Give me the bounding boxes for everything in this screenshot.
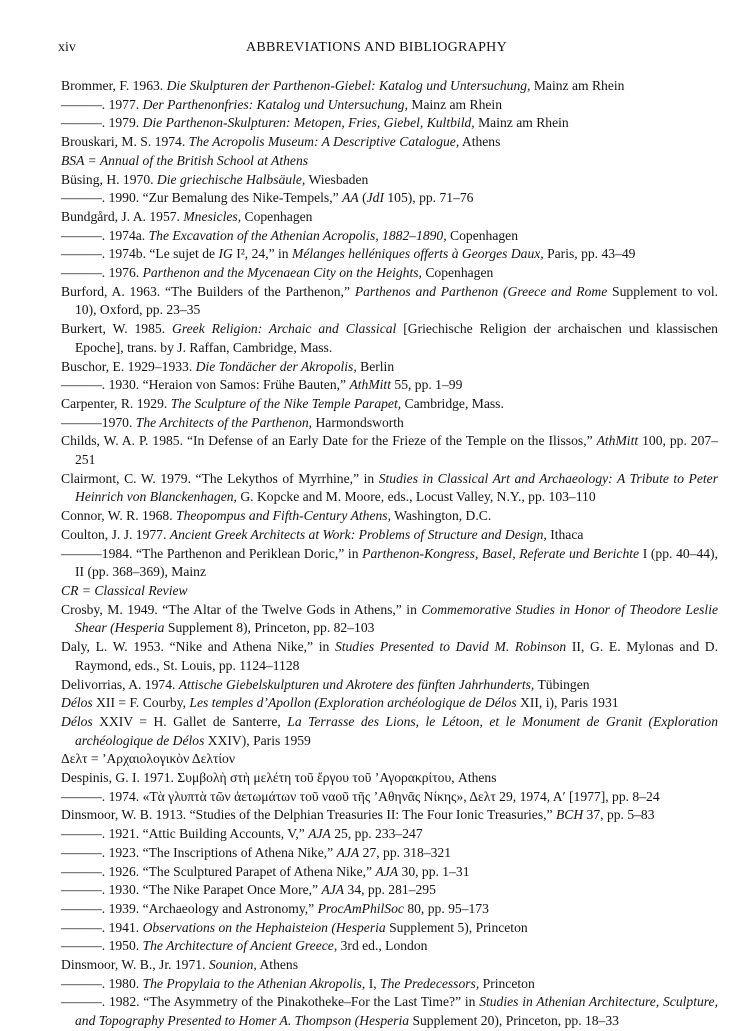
italic-title: Délos bbox=[61, 713, 93, 729]
entry-text: ———. 1941. bbox=[61, 919, 143, 935]
page-number: xiv bbox=[58, 40, 76, 55]
bibliography-entry bbox=[61, 900, 718, 919]
entry-text: Connor, W. R. 1968. bbox=[61, 508, 177, 524]
bibliography-entry bbox=[61, 507, 718, 526]
entry-text: 30, pp. 1–31 bbox=[398, 863, 470, 879]
italic-title: The Architects of the Parthenon, bbox=[135, 414, 313, 430]
italic-title: Die griechische Halbsäule, bbox=[156, 171, 306, 187]
bibliography-entry bbox=[61, 208, 718, 227]
italic-title: The Acropolis Museum: A Descriptive Catalogue, bbox=[188, 134, 460, 150]
bibliography-entry bbox=[61, 320, 718, 357]
entry-text: Buschor, E. 1929–1933. bbox=[61, 358, 196, 374]
entry-text: XII, i), Paris 1931 bbox=[516, 695, 619, 711]
entry-text: Supplement 20), Princeton, pp. 18–33 bbox=[409, 1013, 619, 1029]
bibliography-entry bbox=[61, 470, 718, 507]
entry-text: Princeton bbox=[479, 975, 535, 991]
bibliography-entry bbox=[61, 694, 718, 713]
entry-text: Delivorrias, A. 1974. bbox=[61, 676, 179, 692]
entry-text: Berlin bbox=[356, 358, 395, 374]
entry-text: Mainz am Rhein bbox=[474, 115, 569, 131]
italic-title: Parthenon-Kongress, Basel, Referate und Berichte bbox=[362, 545, 640, 561]
entry-text: Copenhagen bbox=[421, 265, 494, 281]
entry-text: I², 24,” in bbox=[232, 246, 292, 262]
italic-title: AJA bbox=[336, 844, 360, 860]
bibliography-entry bbox=[61, 937, 718, 956]
entry-text: ———. 1930. “The Nike Parapet Once More,” bbox=[61, 882, 322, 898]
entry-text: ———. 1982. “The Asymmetry of the Pinakotheke–For the Last Time?” in bbox=[61, 994, 480, 1010]
entry-text: Despinis, G. I. 1971. Συμβολὴ στὴ μελέτη τοῦ ἔργου τοῦ ’Αγορακρίτου, Athens bbox=[61, 770, 497, 786]
bibliography-entry bbox=[61, 881, 718, 900]
bibliography-entry bbox=[61, 919, 718, 938]
italic-title: AJA bbox=[321, 882, 345, 898]
bibliography-entry bbox=[61, 993, 718, 1030]
bibliography-entry bbox=[61, 638, 718, 675]
bibliography-entry bbox=[61, 283, 718, 320]
bibliography-entry bbox=[61, 863, 718, 882]
entry-text: Dinsmoor, W. B., Jr. 1971. bbox=[61, 957, 209, 973]
entry-text: ( bbox=[358, 190, 367, 206]
italic-title: AJA bbox=[375, 863, 399, 879]
italic-title: AthMitt bbox=[596, 433, 639, 449]
entry-text: ———. 1980. bbox=[61, 975, 143, 991]
italic-title: ProcAmPhilSoc bbox=[317, 900, 404, 916]
bibliography-entry bbox=[61, 844, 718, 863]
bibliography-entry bbox=[61, 171, 718, 190]
italic-title: BSA = Annual of the British School at Athens bbox=[61, 152, 309, 168]
italic-title: The Excavation of the Athenian Acropolis, 1882–1890, bbox=[148, 227, 447, 243]
entry-text: 55, pp. 1–99 bbox=[391, 377, 463, 393]
italic-title: La Terrasse des Lions, le Létoon, et le Monument de Granit (Exploration archéologique de Délos bbox=[75, 713, 718, 748]
bibliography-entry bbox=[61, 750, 718, 769]
entry-text: ———. 1974b. “Le sujet de bbox=[61, 246, 219, 262]
entry-text: Clairmont, C. W. 1979. “The Lekythos of Myrrhine,” in bbox=[61, 470, 379, 486]
italic-title: The Propylaia to the Athenian Akropolis, bbox=[142, 975, 366, 991]
bibliography-entry bbox=[61, 956, 718, 975]
entry-text: Burford, A. 1963. “The Builders of the Parthenon,” bbox=[61, 283, 355, 299]
entry-text: ———. 1926. “The Sculptured Parapet of Athena Nike,” bbox=[61, 863, 376, 879]
italic-title: The Predecessors, bbox=[380, 975, 480, 991]
entry-text: 80, pp. 95–173 bbox=[403, 900, 489, 916]
entry-text: Supplement 8), Princeton, pp. 82–103 bbox=[164, 620, 375, 636]
bibliography-entry bbox=[61, 414, 718, 433]
entry-text: Carpenter, R. 1929. bbox=[61, 395, 171, 411]
italic-title: Observations on the Hephaisteion (Hesperia bbox=[142, 919, 386, 935]
entry-text: Mainz am Rhein bbox=[408, 96, 503, 112]
entry-text: Washington, D.C. bbox=[391, 508, 492, 524]
italic-title: Commemorative Studies in Honor of Theodore Leslie Shear (Hesperia bbox=[75, 601, 718, 636]
entry-text: 27, pp. 318–321 bbox=[359, 844, 452, 860]
bibliography-entry bbox=[61, 77, 718, 96]
entry-text: [Griechische Religion der archaischen und klassischen Epoche], trans. by J. Raffan, Cambridge, Mass. bbox=[75, 321, 718, 355]
italic-title: Ancient Greek Architects at Work: Problems of Structure and Design, bbox=[169, 526, 547, 542]
entry-text: Paris, pp. 43–49 bbox=[543, 246, 636, 262]
entry-text: Brommer, F. 1963. bbox=[61, 78, 167, 93]
entry-text: 3rd ed., London bbox=[337, 938, 428, 954]
bibliography-entry bbox=[61, 545, 718, 582]
entry-text: Supplement 5), Princeton bbox=[385, 919, 528, 935]
bibliography-entry bbox=[61, 114, 718, 133]
entry-text: ———. 1990. “Zur Bemalung des Nike-Tempels,” bbox=[61, 190, 343, 206]
bibliography-entry bbox=[61, 769, 718, 788]
italic-title: Délos bbox=[61, 695, 93, 711]
italic-title: Die Tondächer der Akropolis, bbox=[195, 358, 357, 374]
bibliography-list bbox=[61, 77, 718, 1031]
italic-title: AJA bbox=[308, 826, 331, 842]
entry-text: Childs, W. A. P. 1985. “In Defense of an Early Date for the Frieze of the Temple on the Ilissos,” bbox=[61, 433, 597, 449]
bibliography-entry bbox=[61, 264, 718, 283]
bibliography-entry bbox=[61, 189, 718, 208]
bibliography-entry bbox=[61, 788, 718, 807]
italic-title: JdI bbox=[366, 190, 384, 206]
italic-title: The Architecture of Ancient Greece, bbox=[142, 938, 338, 954]
entry-text: 34, pp. 281–295 bbox=[344, 882, 436, 898]
italic-title: Greek Religion: Archaic and Classical bbox=[172, 321, 397, 337]
entry-text: XII = F. Courby, bbox=[92, 695, 190, 711]
italic-title: AA bbox=[342, 190, 359, 206]
italic-title: The Sculpture of the Nike Temple Parapet, bbox=[170, 395, 402, 411]
entry-text: ———. 1979. bbox=[61, 115, 143, 131]
italic-title: Studies Presented to David M. Robinson bbox=[334, 639, 567, 655]
entry-text: Ithaca bbox=[546, 526, 584, 542]
bibliography-entry bbox=[61, 582, 718, 601]
italic-title: Attische Giebelskulpturen und Akrotere des fünften Jahrhunderts, bbox=[178, 676, 535, 692]
entry-text: ———. 1921. “Attic Building Accounts, V,” bbox=[61, 826, 309, 842]
italic-title: Parthenos and Parthenon (Greece and Rome bbox=[354, 283, 608, 299]
entry-text: ———. 1939. “Archaeology and Astronomy,” bbox=[61, 900, 318, 916]
italic-title: Parthenon and the Mycenaean City on the Heights, bbox=[142, 265, 422, 281]
bibliography-entry bbox=[61, 133, 718, 152]
entry-text: I (pp. 40–44), II (pp. 368–369), Mainz bbox=[75, 545, 718, 580]
entry-text: Cambridge, Mass. bbox=[401, 395, 504, 411]
entry-text: Harmondsworth bbox=[312, 414, 404, 430]
italic-title: Die Skulpturen der Parthenon-Giebel: Katalog und Untersuchung, bbox=[166, 78, 531, 93]
bibliography-entry bbox=[61, 395, 718, 414]
italic-title: Studies in Classical Art and Archaeology: A Tribute to Peter Heinrich von Blanckenhagen, bbox=[75, 470, 718, 505]
bibliography-entry bbox=[61, 358, 718, 377]
bibliography-entry bbox=[61, 806, 718, 825]
italic-title: Sounion, bbox=[208, 957, 257, 973]
bibliography-entry bbox=[61, 713, 718, 750]
entry-text: ———. 1950. bbox=[61, 938, 143, 954]
entry-text: G. Kopcke and M. Moore, eds., Locust Valley, N.Y., pp. 103–110 bbox=[236, 489, 596, 505]
entry-text: Athens bbox=[256, 957, 299, 973]
italic-title: Die Parthenon-Skulpturen: Metopen, Fries, Giebel, Kultbild, bbox=[142, 115, 475, 131]
bibliography-entry bbox=[61, 376, 718, 395]
entry-text: Wiesbaden bbox=[305, 171, 369, 187]
entry-text: Brouskari, M. S. 1974. bbox=[61, 134, 189, 150]
entry-text: Copenhagen bbox=[446, 227, 518, 243]
bibliography-entry bbox=[61, 432, 718, 469]
entry-text: Mainz am Rhein bbox=[530, 78, 625, 93]
entry-text: ———. 1977. bbox=[61, 96, 143, 112]
bibliography-entry bbox=[61, 152, 718, 171]
italic-title: Theopompus and Fifth-Century Athens, bbox=[176, 508, 391, 524]
italic-title: CR = Classical Review bbox=[61, 582, 188, 598]
italic-title: Der Parthenonfries: Katalog und Untersuchung, bbox=[142, 96, 408, 112]
entry-text: Tübingen bbox=[534, 676, 590, 692]
entry-text: Athens bbox=[459, 134, 501, 150]
entry-text: ———1970. bbox=[61, 414, 136, 430]
entry-text: 37, pp. 5–83 bbox=[583, 807, 655, 823]
bibliography-entry bbox=[61, 245, 718, 264]
entry-text: Δελτ = ’Αρχαιολογικὸν Δελτίον bbox=[61, 751, 236, 767]
italic-title: BCH bbox=[555, 807, 584, 823]
bibliography-entry bbox=[61, 975, 718, 994]
entry-text: ———. 1923. “The Inscriptions of Athena Nike,” bbox=[61, 844, 337, 860]
entry-text: Daly, L. W. 1953. “Nike and Athena Nike,” in bbox=[61, 639, 335, 655]
entry-text: XXIV), Paris 1959 bbox=[204, 732, 311, 748]
entry-text: ———. 1974. «Τὰ γλυπτὰ τῶν ἀετωμάτων τοῦ ναοῦ τῆς ’Αθηνᾶς Νίκης», Δελτ 29, 1974, Α′ [1977], pp. 8–24 bbox=[61, 788, 660, 804]
entry-text: ———1984. “The Parthenon and Periklean Doric,” in bbox=[61, 545, 363, 561]
entry-text: ———. 1974a. bbox=[61, 227, 149, 243]
entry-text: Crosby, M. 1949. “The Altar of the Twelve Gods in Athens,” in bbox=[61, 601, 422, 617]
entry-text: Copenhagen bbox=[241, 208, 313, 224]
bibliography-entry bbox=[61, 676, 718, 695]
entry-text: Supplement to vol. 10), Oxford, pp. 23–35 bbox=[75, 283, 719, 318]
italic-title: Les temples d’Apollon (Exploration archéologique de Délos bbox=[189, 695, 517, 711]
running-head: ABBREVIATIONS AND BIBLIOGRAPHY bbox=[245, 40, 507, 55]
entry-text: II, G. E. Mylonas and D. Raymond, eds., St. Louis, pp. 1124–1128 bbox=[75, 639, 718, 673]
entry-text: ———. 1930. “Heraion von Samos: Frühe Bauten,” bbox=[61, 377, 350, 393]
entry-text: 25, pp. 233–247 bbox=[330, 826, 423, 842]
entry-text: Dinsmoor, W. B. 1913. “Studies of the Delphian Treasuries II: The Four Ionic Treasuries,” bbox=[61, 807, 556, 823]
entry-text: I, bbox=[365, 975, 381, 991]
italic-title: Mnesicles, bbox=[183, 208, 242, 224]
entry-text: Büsing, H. 1970. bbox=[61, 171, 157, 187]
entry-text: Bundgård, J. A. 1957. bbox=[61, 208, 184, 224]
italic-title: IG bbox=[218, 246, 233, 262]
italic-title: Mélanges helléniques offerts à Georges Daux, bbox=[292, 246, 544, 262]
entry-text: Coulton, J. J. 1977. bbox=[61, 526, 170, 542]
italic-title: Studies in Athenian Architecture, Sculpture, and Topography Presented to Homer A. Thompson (Hesperia bbox=[75, 994, 718, 1029]
entry-text: Burkert, W. 1985. bbox=[61, 321, 173, 337]
page-header bbox=[58, 40, 695, 60]
entry-text: 105), pp. 71–76 bbox=[383, 190, 474, 206]
bibliography-entry bbox=[61, 825, 718, 844]
entry-text: ———. 1976. bbox=[61, 265, 143, 281]
bibliography-entry bbox=[61, 96, 718, 115]
entry-text: XXIV = H. Gallet de Santerre, bbox=[92, 713, 288, 729]
italic-title: AthMitt bbox=[349, 377, 391, 393]
entry-text: 100, pp. 207–251 bbox=[75, 433, 718, 468]
bibliography-entry bbox=[61, 601, 718, 638]
bibliography-entry bbox=[61, 526, 718, 545]
bibliography-entry bbox=[61, 227, 718, 246]
